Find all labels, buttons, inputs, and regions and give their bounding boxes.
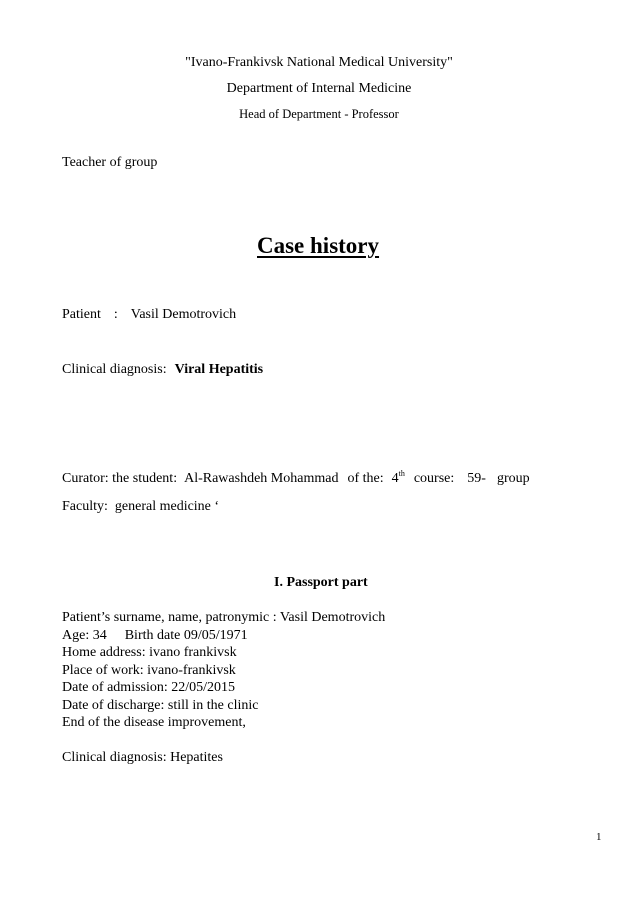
teacher-of-group: Teacher of group <box>62 155 158 170</box>
curator-name: Al-Rawashdeh Mohammad <box>184 471 339 486</box>
clinical-diagnosis-label: Clinical diagnosis: <box>62 362 167 377</box>
passport-place-of-work: Place of work: ivano-frankivsk <box>62 663 236 678</box>
group-number: 59- <box>467 471 486 486</box>
faculty-line <box>62 499 219 515</box>
head-of-department: Head of Department - Professor <box>239 107 399 121</box>
curator-label: Curator: the student: <box>62 471 178 486</box>
patient-name: Vasil Demotrovich <box>130 307 237 322</box>
curator-line <box>62 471 530 487</box>
passport-admission-date: Date of admission: 22/05/2015 <box>62 680 236 695</box>
of-the-label: of the: <box>347 471 384 486</box>
patient-separator: : <box>113 307 118 322</box>
passport-disease-end: End of the disease improvement, <box>62 715 246 730</box>
clinical-diagnosis-line <box>62 362 263 378</box>
faculty-label: Faculty: <box>62 499 108 514</box>
course-superscript: th <box>398 469 405 478</box>
section-title: I. Passport part <box>274 575 368 590</box>
clinical-diagnosis-value: Viral Hepatitis <box>174 362 264 377</box>
group-label: group <box>496 471 530 486</box>
passport-age: Age: 34 <box>62 628 107 643</box>
passport-birth-date: Birth date 09/05/1971 <box>124 628 248 643</box>
page-title: Case history <box>257 233 380 258</box>
course-number: 4 <box>391 471 399 486</box>
passport-age-birth <box>62 628 248 644</box>
page-number: 1 <box>596 831 602 843</box>
passport-discharge-date: Date of discharge: still in the clinic <box>62 698 259 713</box>
patient-label: Patient <box>62 307 101 322</box>
patient-line <box>62 307 236 323</box>
passport-clinical-diagnosis: Clinical diagnosis: Hepatites <box>62 750 223 765</box>
faculty-value: general medicine ‘ <box>114 499 220 514</box>
course-label: course: <box>413 471 455 486</box>
university-name: "Ivano-Frankivsk National Medical University" <box>185 55 453 70</box>
department-name: Department of Internal Medicine <box>226 81 412 96</box>
passport-home-address: Home address: ivano frankivsk <box>62 645 237 660</box>
passport-fullname: Patient’s surname, name, patronymic : Vasil Demotrovich <box>62 610 386 625</box>
